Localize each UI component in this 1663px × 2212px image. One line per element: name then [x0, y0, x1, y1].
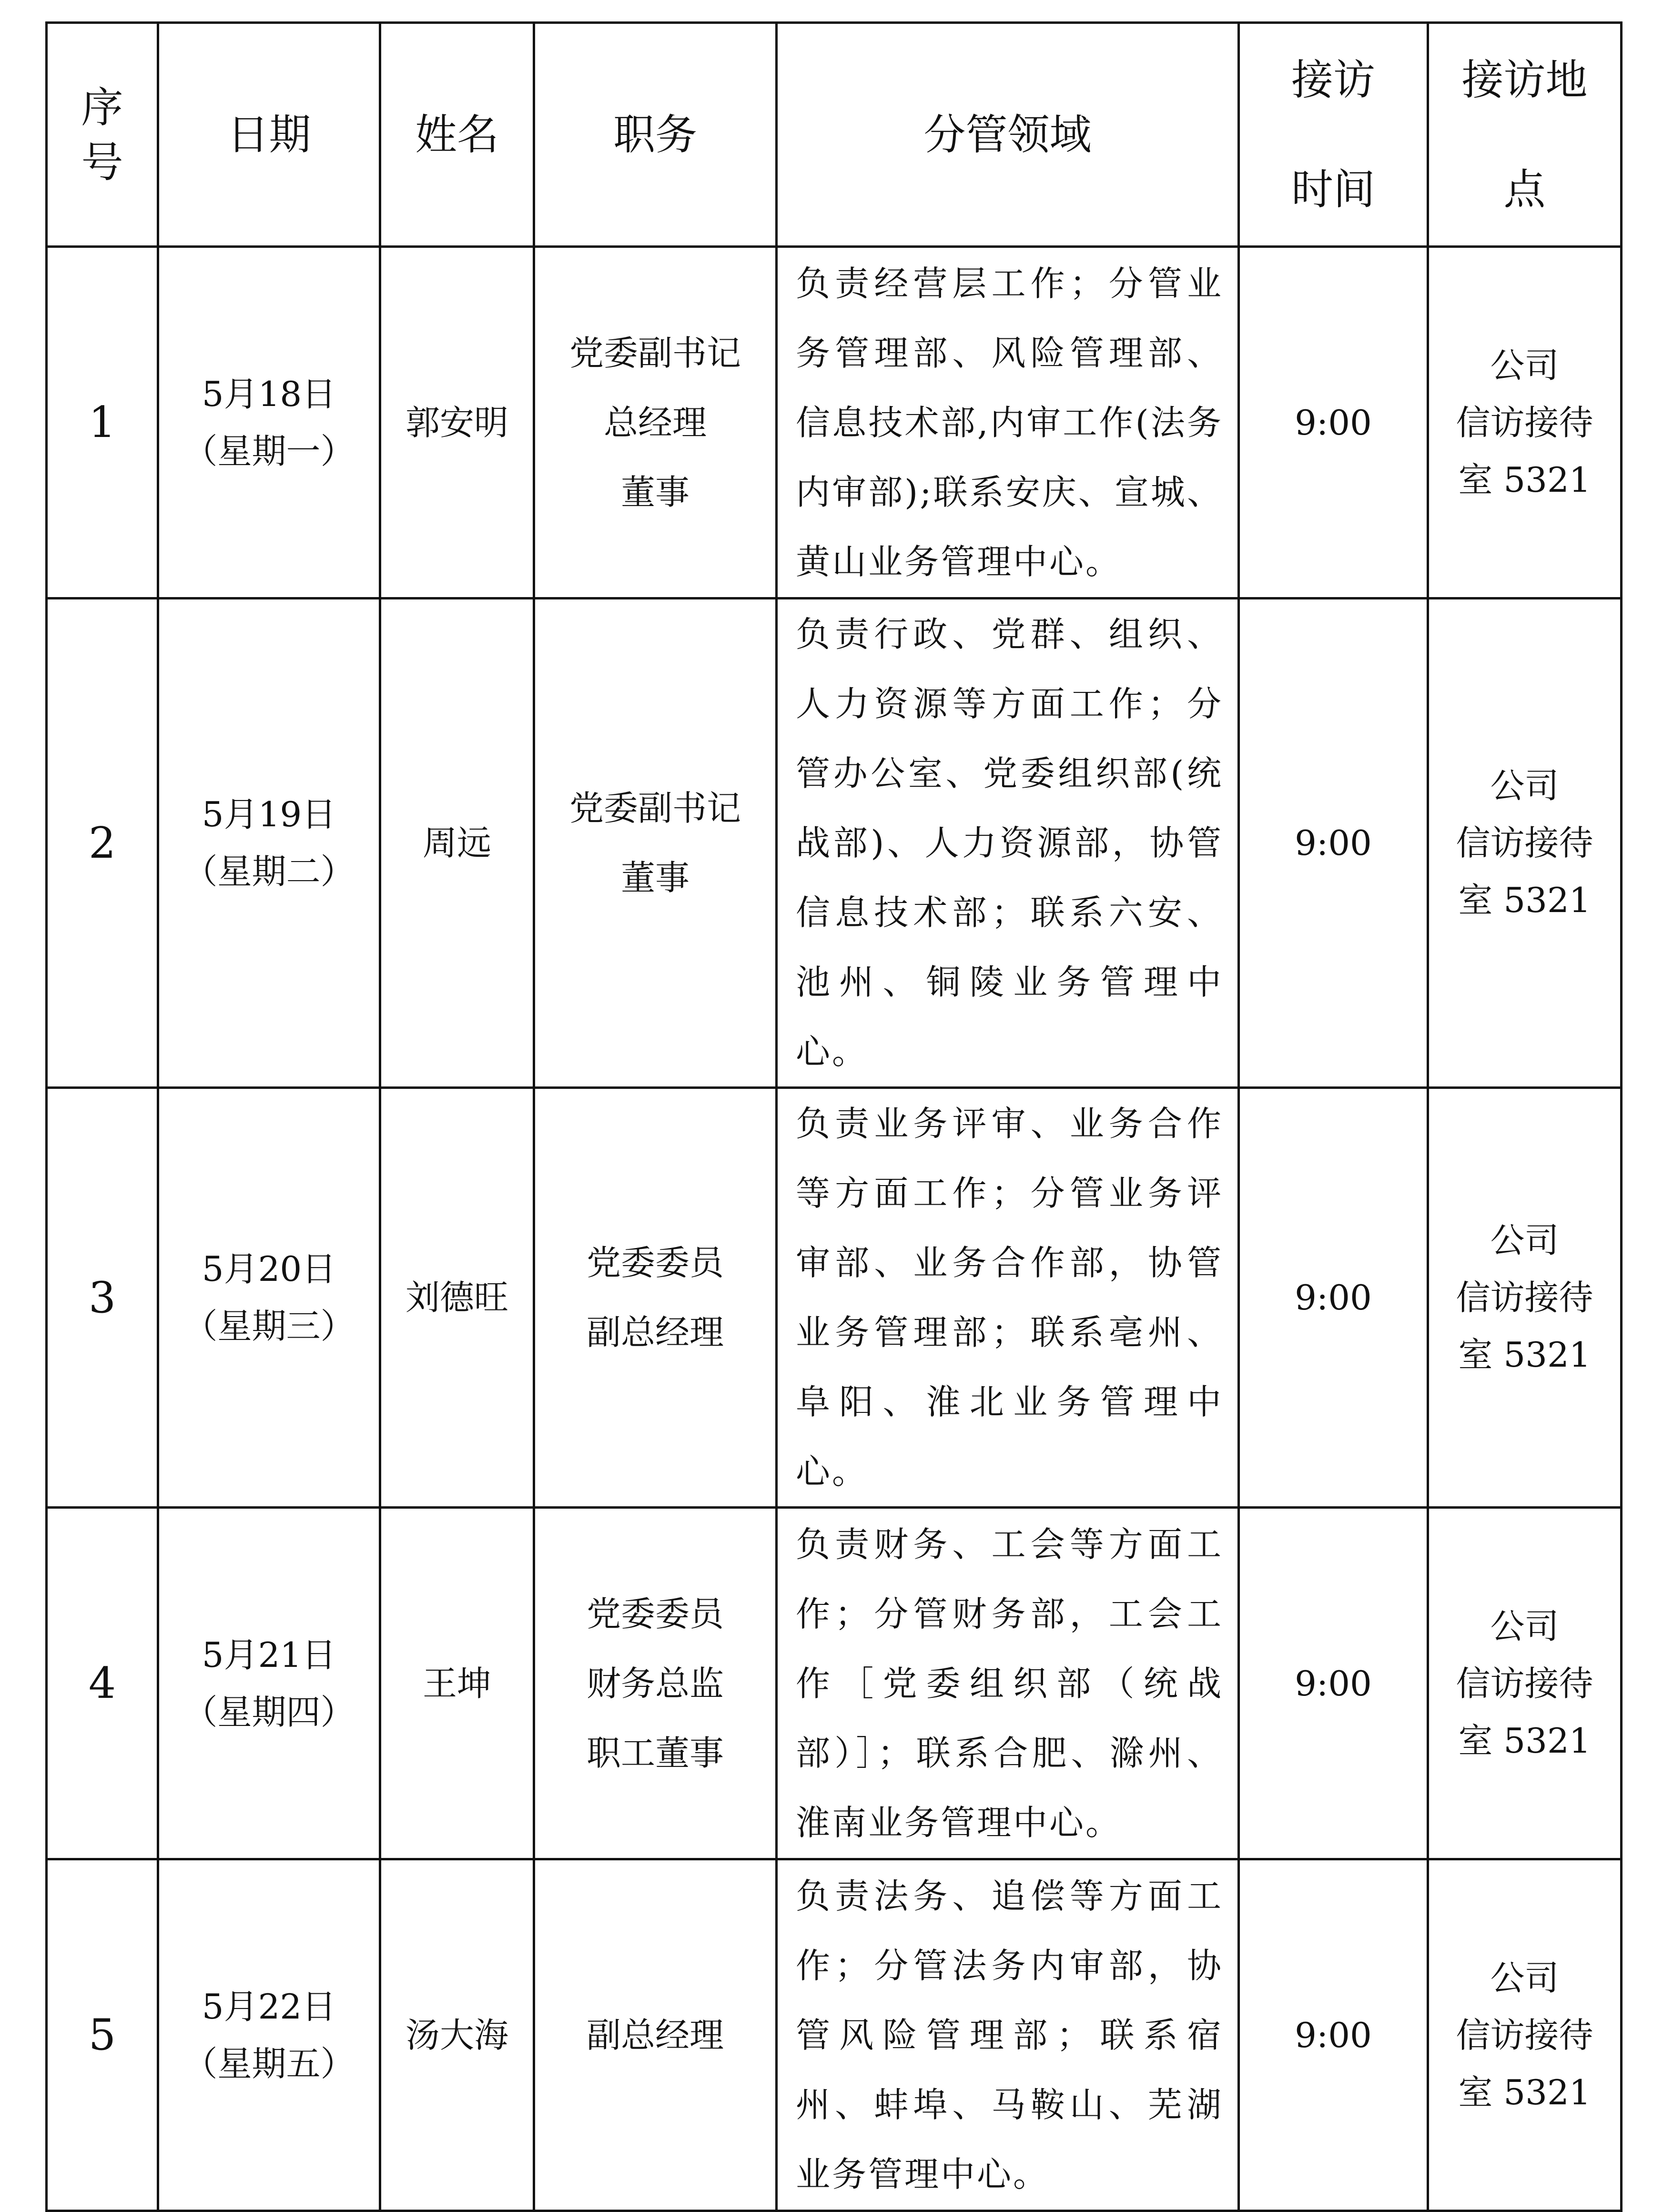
place-line: 室 5321 [1458, 1335, 1591, 1375]
row-time: 9:00 [1239, 1859, 1428, 2211]
table-row [47, 1859, 1622, 2211]
table-row [47, 1508, 1622, 1859]
row-scope [777, 247, 1239, 599]
row-scope [777, 599, 1239, 1088]
row-name: 汤大海 [380, 1859, 534, 2211]
row-place [1428, 1088, 1622, 1508]
date-text: 5月20日 [202, 1249, 336, 1289]
header-time: 接访时间 [1239, 23, 1428, 247]
place-line: 室 5321 [1458, 2072, 1591, 2112]
date-text: 5月22日 [202, 1986, 336, 2027]
place-line: 公司 [1490, 1220, 1559, 1260]
position-line: 财务总监 [586, 1663, 724, 1704]
row-index: 1 [47, 247, 158, 599]
header-place: 接访地点 [1428, 23, 1622, 247]
position-line: 董事 [620, 858, 690, 898]
row-time: 9:00 [1239, 1088, 1428, 1508]
row-date [158, 1088, 380, 1508]
row-index: 4 [47, 1508, 158, 1859]
header-index: 序号 [47, 23, 158, 247]
date-text: 5月18日 [202, 374, 336, 414]
position-line: 党委副书记 [569, 788, 741, 828]
header-scope: 分管领域 [777, 23, 1239, 247]
position-line: 副总经理 [586, 1312, 724, 1352]
position-line: 总经理 [603, 402, 707, 443]
row-date [158, 247, 380, 599]
row-position [534, 599, 777, 1088]
row-position [534, 1088, 777, 1508]
scope-text: 负责财务、工会等方面工作；分管财务部，工会工作［党委组织部（统战部）］；联系合肥、滁州、淮南业务管理中心。 [796, 1524, 1223, 1843]
place-line: 室 5321 [1458, 1720, 1591, 1761]
row-scope [777, 1088, 1239, 1508]
weekday-text: （星期四） [183, 1692, 355, 1732]
row-index: 3 [47, 1088, 158, 1508]
row-position [534, 1859, 777, 2211]
weekday-text: （星期三） [183, 1306, 355, 1346]
row-name: 刘德旺 [380, 1088, 534, 1508]
place-line: 公司 [1490, 1958, 1559, 1998]
weekday-text: （星期五） [183, 2043, 355, 2084]
row-time: 9:00 [1239, 599, 1428, 1088]
scope-text: 负责法务、追偿等方面工作；分管法务内审部，协管风险管理部；联系宿州、蚌埠、马鞍山、芜湖业务管理中心。 [796, 1876, 1223, 2194]
scope-text: 负责业务评审、业务合作等方面工作；分管业务评审部、业务合作部，协管业务管理部；联系亳州、阜阳、淮北业务管理中心。 [796, 1104, 1223, 1492]
row-position [534, 247, 777, 599]
row-time: 9:00 [1239, 247, 1428, 599]
date-text: 5月21日 [202, 1634, 336, 1675]
header-position: 职务 [534, 23, 777, 247]
row-name: 王坤 [380, 1508, 534, 1859]
date-text: 5月19日 [202, 794, 336, 834]
place-line: 公司 [1490, 766, 1559, 806]
position-line: 职工董事 [586, 1733, 724, 1773]
row-scope [777, 1508, 1239, 1859]
position-line: 党委委员 [586, 1593, 724, 1634]
row-place [1428, 247, 1622, 599]
row-date [158, 599, 380, 1088]
row-position [534, 1508, 777, 1859]
table-row [47, 599, 1622, 1088]
table-row [47, 247, 1622, 599]
weekday-text: （星期二） [183, 852, 355, 892]
row-date [158, 1859, 380, 2211]
place-line: 信访接待 [1456, 402, 1593, 443]
position-line: 董事 [620, 472, 690, 512]
place-line: 室 5321 [1458, 459, 1591, 500]
header-name: 姓名 [380, 23, 534, 247]
place-line: 公司 [1490, 345, 1559, 386]
place-line: 信访接待 [1456, 1278, 1593, 1318]
row-date [158, 1508, 380, 1859]
position-line: 党委副书记 [569, 333, 741, 373]
row-place [1428, 1859, 1622, 2211]
row-time: 9:00 [1239, 1508, 1428, 1859]
reception-schedule-table [45, 21, 1622, 2212]
row-place [1428, 1508, 1622, 1859]
row-index: 2 [47, 599, 158, 1088]
table-row [47, 1088, 1622, 1508]
place-line: 室 5321 [1458, 880, 1591, 920]
place-line: 信访接待 [1456, 823, 1593, 863]
header-date: 日期 [158, 23, 380, 247]
place-line: 公司 [1490, 1606, 1559, 1646]
scope-text: 负责行政、党群、组织、人力资源等方面工作；分管办公室、党委组织部(统战部)、人力资源部，协管信息技术部；联系六安、池州、铜陵业务管理中心。 [796, 614, 1223, 1072]
row-index: 5 [47, 1859, 158, 2211]
row-name: 郭安明 [380, 247, 534, 599]
row-place [1428, 599, 1622, 1088]
header-row [47, 23, 1622, 247]
place-line: 信访接待 [1456, 2015, 1593, 2055]
position-line: 党委委员 [586, 1243, 724, 1283]
place-line: 信访接待 [1456, 1663, 1593, 1704]
row-scope [777, 1859, 1239, 2211]
position-line: 副总经理 [586, 2015, 724, 2055]
scope-text: 负责经营层工作；分管业务管理部、风险管理部、信息技术部,内审工作(法务内审部);联系安庆、宣城、黄山业务管理中心。 [796, 263, 1223, 582]
weekday-text: （星期一） [183, 431, 355, 471]
row-name: 周远 [380, 599, 534, 1088]
